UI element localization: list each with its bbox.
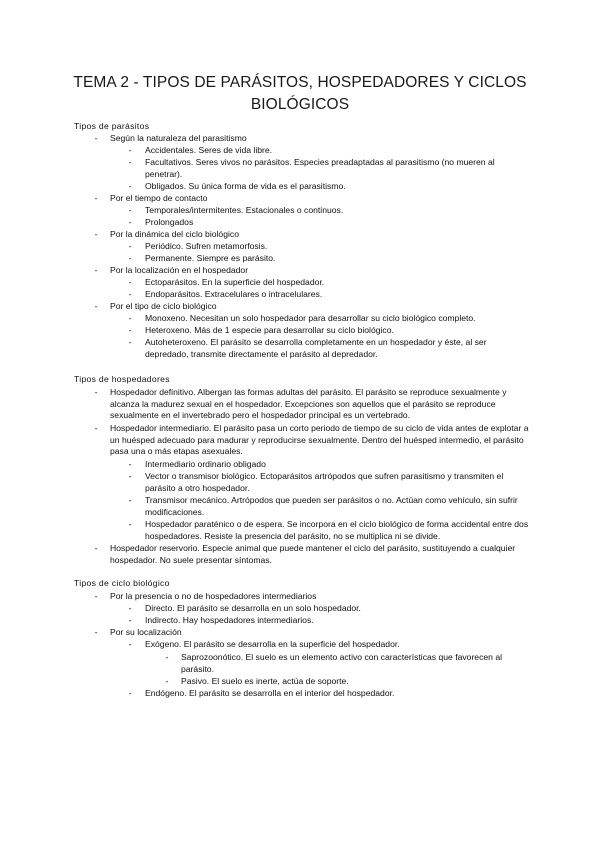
bullet-dash: -: [128, 337, 132, 347]
item-text: Transmisor mecánico. Artrópodos que pueden ser parásitos o no. Actúan como vehículo, sin sufrir modificaciones.: [145, 495, 518, 517]
bullet-dash: -: [94, 423, 98, 433]
item-text: Por la dinámica del ciclo biológico: [110, 229, 239, 239]
bullet-dash: -: [128, 217, 132, 227]
section-title: Tipos de ciclo biológico: [74, 578, 170, 588]
item-text: Temporales/intermitentes. Estacionales o continuos.: [145, 205, 344, 215]
page-title: TEMA 2 - TIPOS DE PARÁSITOS, HOSPEDADORES Y CICLOS BIOLÓGICOS: [73, 74, 527, 113]
bullet-dash: -: [128, 325, 132, 335]
bullet-dash: -: [128, 181, 132, 191]
bullet-dash: -: [94, 627, 98, 637]
item-text: Facultativos. Seres vivos no parásitos. Especies preadaptadas al parasitismo (no mueren al penetrar).: [145, 157, 495, 179]
bullet-dash: -: [128, 241, 132, 251]
item-text: Endoparásitos. Extracelulares o intracelulares.: [145, 289, 323, 299]
bullet-dash: -: [165, 676, 169, 686]
section-title: Tipos de hospedadores: [74, 374, 170, 384]
item-text: Prolongados: [145, 217, 194, 227]
item-text: Heteroxeno. Más de 1 especie para desarrollar su ciclo biológico.: [145, 325, 394, 335]
bullet-dash: -: [128, 495, 132, 505]
bullet-dash: -: [128, 471, 132, 481]
item-text: Endógeno. El parásito se desarrolla en el interior del hospedador.: [145, 688, 395, 698]
item-text: Saprozoonótico. El suelo es un elemento activo con características que favorecen al parásito.: [181, 652, 503, 674]
item-text: Según la naturaleza del parasitismo: [110, 133, 247, 143]
item-text: Por la presencia o no de hospedadores intermediarios: [110, 591, 317, 601]
bullet-dash: -: [94, 193, 98, 203]
item-text: Hospedador reservorio. Especie animal que puede mantener el ciclo del parásito, sustituyendo a cualquier hospedador. No suele presentar síntomas.: [110, 543, 516, 565]
bullet-dash: -: [94, 229, 98, 239]
item-text: Hospedador paraténico o de espera. Se incorpora en el ciclo biológico de forma accidental entre dos hospedadores. Resiste la presencia del parásito, no se multiplica ni se divide.: [145, 519, 529, 541]
item-text: Por el tipo de ciclo biológico: [110, 301, 217, 311]
bullet-dash: -: [128, 145, 132, 155]
bullet-dash: -: [128, 253, 132, 263]
bullet-dash: -: [128, 603, 132, 613]
bullet-dash: -: [128, 313, 132, 323]
item-text: Permanente. Siempre es parásito.: [145, 253, 276, 263]
bullet-dash: -: [128, 459, 132, 469]
bullet-dash: -: [128, 688, 132, 698]
bullet-dash: -: [128, 615, 132, 625]
item-text: Ectoparásitos. En la superficie del hospedador.: [145, 277, 325, 287]
item-text: Hospedador definitivo. Albergan las formas adultas del parásito. El parásito se reproduce sexualmente y alcanza la madurez sexual en el hospedador. Excepciones son aquellos que el parásito se reproduce sexualmente en el invertebrado pero el hospedador principal es un vertebrado.: [110, 387, 507, 421]
item-text: Por su localización: [110, 627, 182, 637]
item-text: Por el tiempo de contacto: [110, 193, 208, 203]
item-text: Hospedador intermediario. El parásito pasa un corto periodo de tiempo de su ciclo de vida antes de explotar a un huésped adecuado para madurar y reproducirse sexualmente. Dentro del huésped intermedio, el parásito pasa una o más etapas asexuales.: [110, 423, 529, 457]
item-text: Pasivo. El suelo es inerte, actúa de soporte.: [181, 676, 349, 686]
item-text: Monoxeno. Necesitan un solo hospedador para desarrollar su ciclo biológico completo.: [145, 313, 476, 323]
bullet-dash: -: [128, 289, 132, 299]
item-text: Vector o transmisor biológico. Ectoparásitos artrópodos que sufren parasitismo y transmiten el parásito a otro hospedador.: [145, 471, 504, 493]
item-text: Directo. El parásito se desarrolla en un solo hospedador.: [145, 603, 361, 613]
bullet-dash: -: [165, 652, 169, 662]
item-text: Por la localización en el hospedador: [110, 265, 249, 275]
bullet-dash: -: [94, 387, 98, 397]
bullet-dash: -: [94, 265, 98, 275]
item-text: Periódico. Sufren metamorfosis.: [145, 241, 268, 251]
item-text: Exógeno. El parásito se desarrolla en la superficie del hospedador.: [145, 639, 400, 649]
bullet-dash: -: [94, 301, 98, 311]
bullet-dash: -: [128, 205, 132, 215]
item-text: Autoheteroxeno. El parásito se desarrolla completamente en un hospedador y éste, al ser depredado, transmite directamente el parásito al depredador.: [145, 337, 487, 359]
item-text: Accidentales. Seres de vida libre.: [145, 145, 273, 155]
bullet-dash: -: [128, 639, 132, 649]
bullet-dash: -: [128, 519, 132, 529]
section-title: Tipos de parásitos: [74, 121, 150, 131]
bullet-dash: -: [94, 591, 98, 601]
bullet-dash: -: [128, 277, 132, 287]
bullet-dash: -: [94, 543, 98, 553]
item-text: Indirecto. Hay hospedadores intermediarios.: [145, 615, 314, 625]
bullet-dash: -: [128, 157, 132, 167]
bullet-dash: -: [94, 133, 98, 143]
item-text: Obligados. Su única forma de vida es el parasitismo.: [145, 181, 346, 191]
item-text: Intermediario ordinario obligado: [145, 459, 266, 469]
